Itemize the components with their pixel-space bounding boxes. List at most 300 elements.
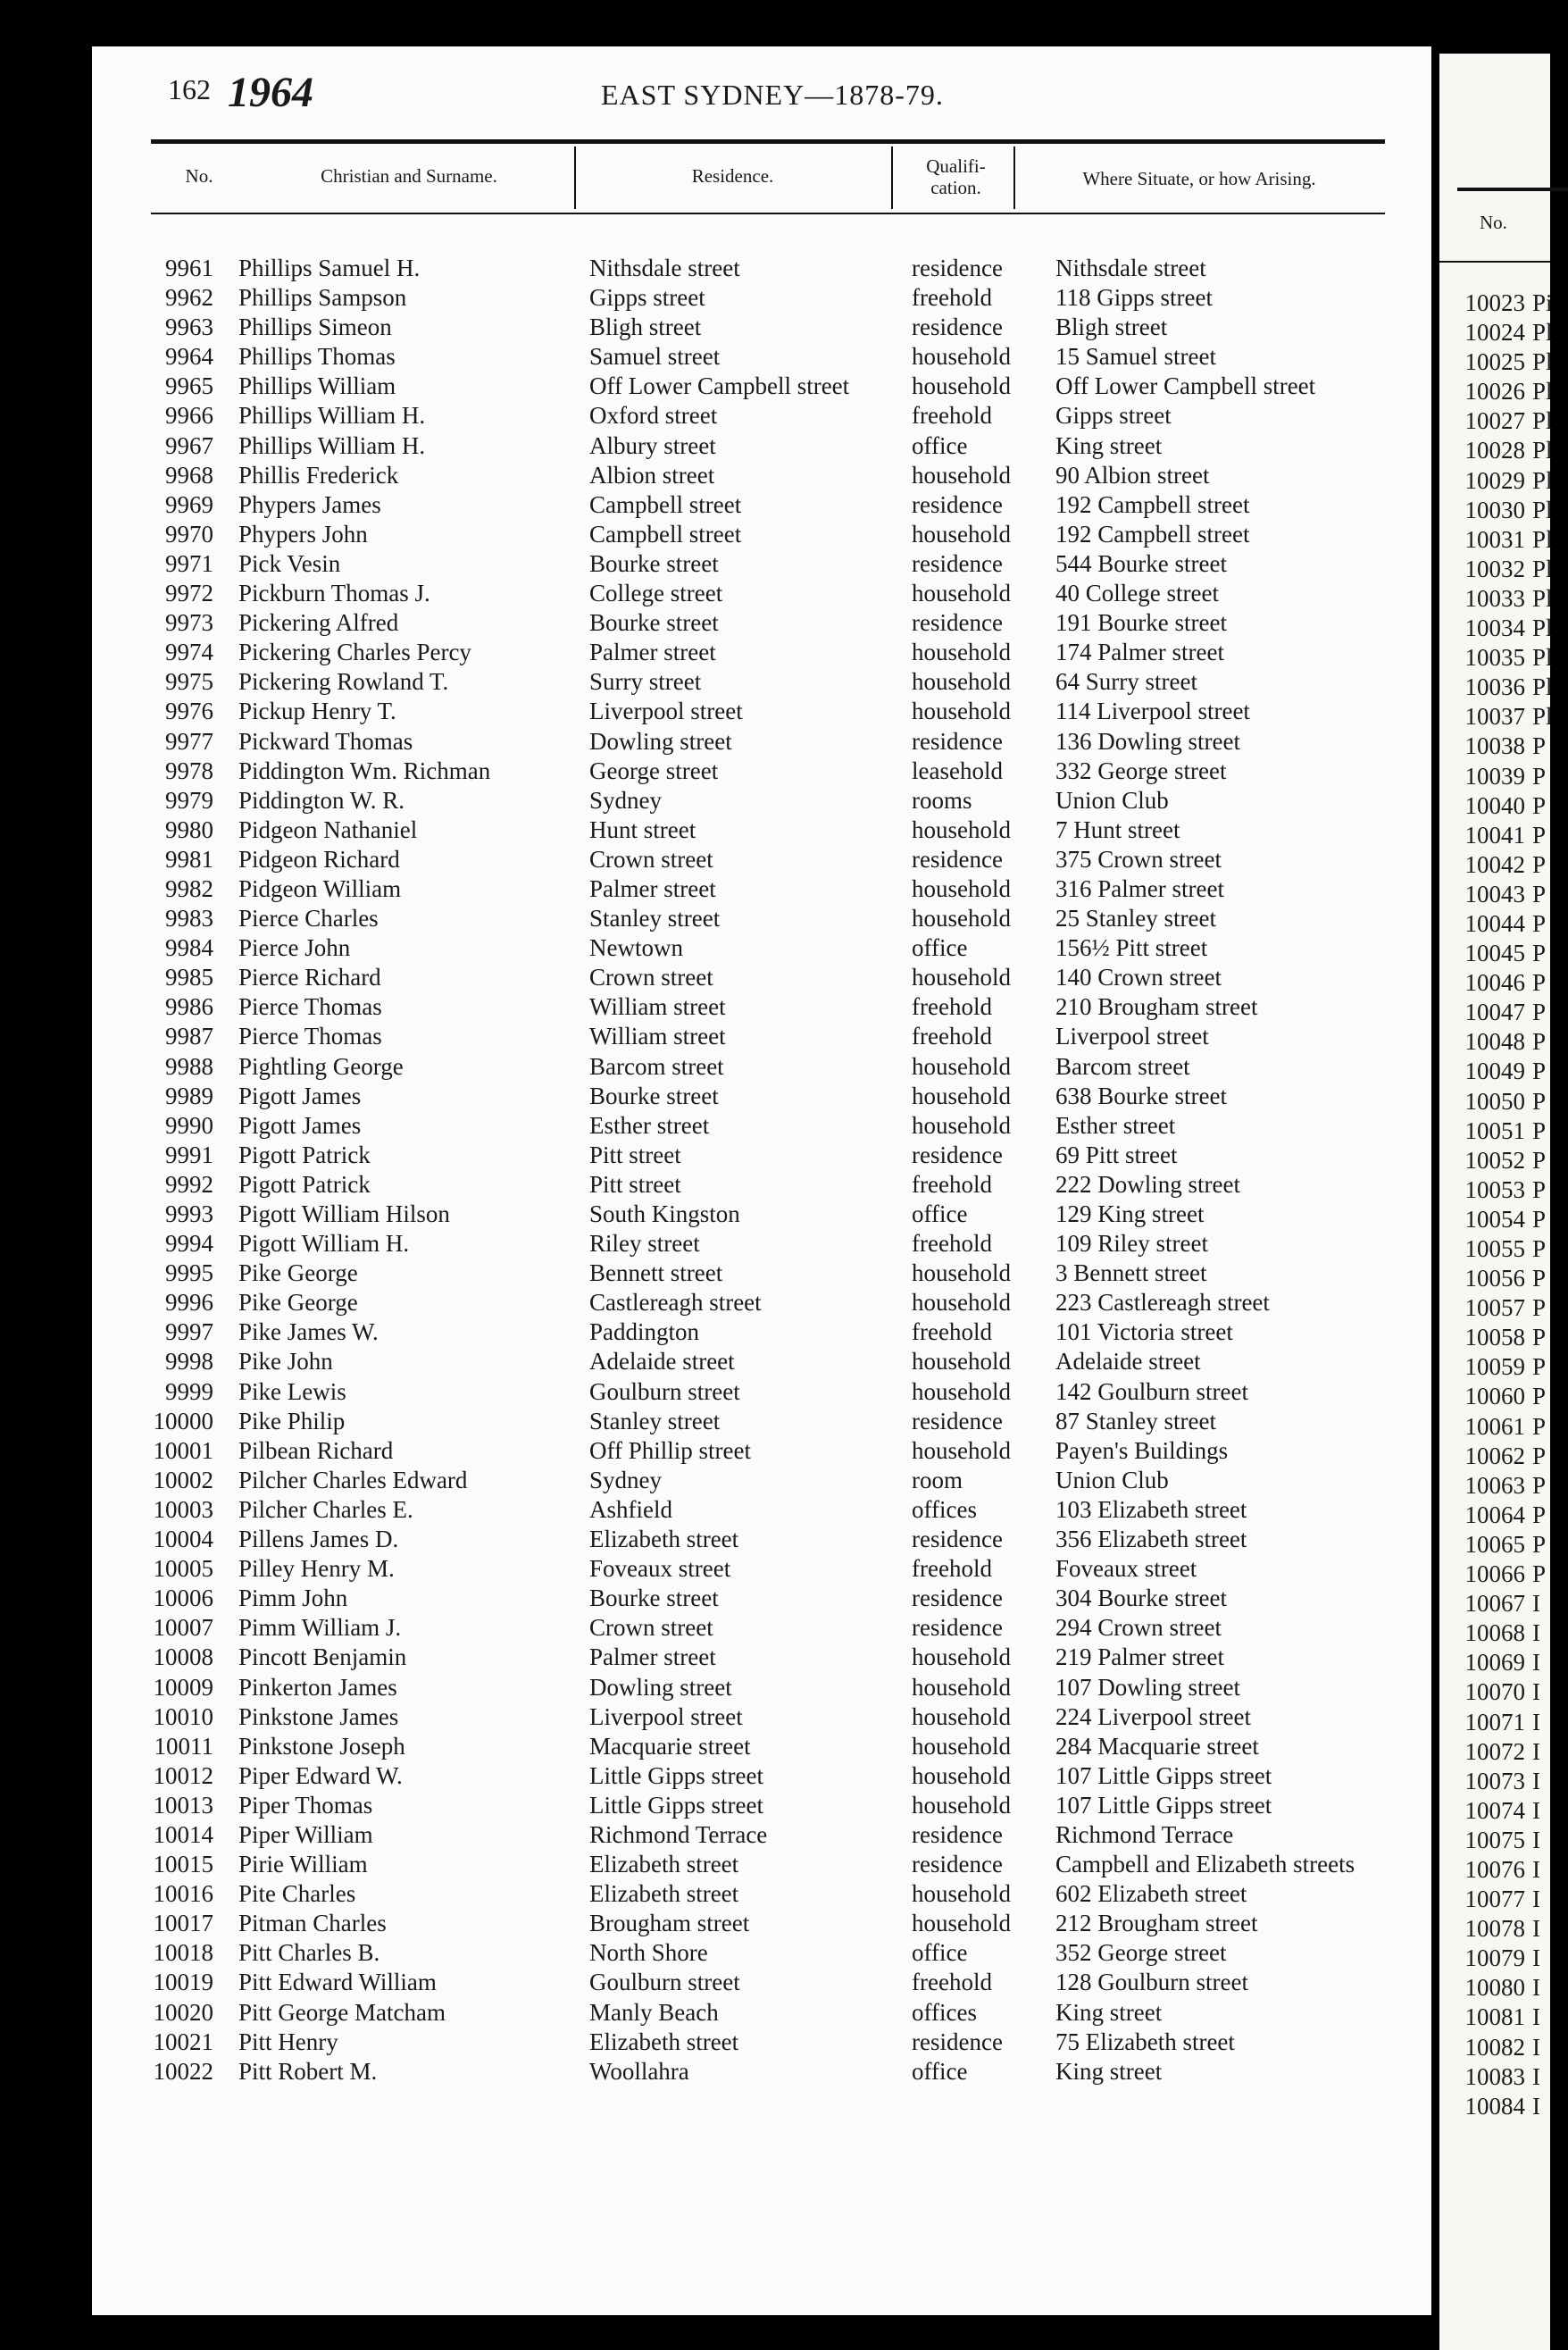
adjacent-entry-name-fragment: I	[1532, 2092, 1540, 2120]
entry-residence: Sydney	[589, 1466, 662, 1493]
entry-qualification: freehold	[912, 1555, 992, 1583]
adjacent-entry-name-fragment: P	[1532, 1324, 1547, 1351]
entry-number: 9965	[165, 372, 213, 400]
adjacent-entry-number: 10063	[1464, 1471, 1525, 1499]
entry-number: 9969	[165, 490, 213, 518]
adjacent-entry-number: 10035	[1464, 644, 1525, 672]
adjacent-table-row	[1439, 614, 1553, 643]
adjacent-table-row	[1439, 821, 1553, 850]
table-row	[92, 1938, 1431, 1968]
adjacent-table-row	[1439, 1708, 1553, 1737]
adjacent-table-row	[1439, 1352, 1553, 1382]
entry-residence: Campbell street	[589, 490, 742, 518]
entry-name: Phillips William H.	[238, 431, 426, 459]
adjacent-table-row	[1439, 673, 1553, 702]
adjacent-entry-name-fragment: I	[1532, 1619, 1540, 1647]
entry-qualification: residence	[912, 1820, 1003, 1848]
running-title: EAST SYDNEY—1878-79.	[601, 79, 944, 111]
entry-number: 10018	[153, 1939, 213, 1967]
entry-name: Pinkstone Joseph	[238, 1732, 405, 1760]
entry-qualification: offices	[912, 1998, 977, 2026]
entry-name: Pick Vesin	[238, 549, 341, 577]
table-row	[92, 431, 1431, 461]
table-row	[92, 933, 1431, 963]
table-row	[92, 845, 1431, 874]
header-rule-bottom	[151, 213, 1385, 214]
entry-number: 9973	[165, 609, 213, 637]
adjacent-table-row	[1439, 377, 1553, 406]
entry-where: Gipps street	[1055, 402, 1172, 430]
adjacent-table-row	[1439, 555, 1553, 584]
entry-residence: Barcom street	[589, 1052, 724, 1080]
entry-where: 156½ Pitt street	[1055, 934, 1208, 962]
adjacent-entry-name-fragment: Pl	[1532, 348, 1553, 376]
adjacent-table-row	[1439, 1767, 1553, 1796]
adjacent-entry-name-fragment: P	[1532, 1175, 1547, 1203]
entry-qualification: residence	[912, 609, 1003, 637]
entry-number: 10013	[153, 1791, 213, 1819]
adjacent-table-row	[1439, 1560, 1553, 1589]
entry-residence: South Kingston	[589, 1200, 740, 1227]
entry-name: Phypers John	[238, 520, 368, 548]
adjacent-entry-name-fragment: Pl	[1532, 703, 1553, 731]
adjacent-entry-name-fragment: Pl	[1532, 555, 1553, 582]
adjacent-table-row	[1439, 1501, 1553, 1530]
entry-residence: Crown street	[589, 845, 713, 873]
column-header-name: Christian and Surname.	[321, 165, 497, 187]
entry-number: 9996	[165, 1289, 213, 1317]
adjacent-entry-name-fragment: P	[1532, 732, 1547, 760]
entry-residence: Liverpool street	[589, 1702, 743, 1730]
adjacent-table-row	[1439, 1027, 1553, 1057]
table-row	[92, 549, 1431, 579]
adjacent-entry-name-fragment: I	[1532, 1886, 1540, 1913]
adjacent-entry-name-fragment: P	[1532, 1383, 1547, 1410]
entry-where: 212 Brougham street	[1055, 1910, 1258, 1937]
entry-name: Pincott Benjamin	[238, 1643, 407, 1671]
entry-qualification: office	[912, 431, 968, 459]
adjacent-table-row	[1439, 347, 1553, 377]
adjacent-table-row	[1439, 850, 1553, 880]
adjacent-entry-number: 10073	[1464, 1767, 1525, 1794]
adjacent-entry-number: 10067	[1464, 1590, 1525, 1618]
entry-name: Pickward Thomas	[238, 727, 413, 755]
table-row	[92, 1436, 1431, 1466]
entry-name: Pickering Alfred	[238, 609, 399, 637]
entry-residence: Elizabeth street	[589, 1851, 739, 1878]
table-row	[92, 1968, 1431, 1997]
page-number: 162	[168, 73, 211, 105]
entry-qualification: household	[912, 1052, 1011, 1080]
table-row	[92, 667, 1431, 697]
table-row	[92, 1613, 1431, 1643]
adjacent-entry-number: 10084	[1464, 2092, 1525, 2120]
adjacent-entry-number: 10030	[1464, 496, 1525, 523]
table-row	[92, 786, 1431, 815]
entry-number: 9990	[165, 1111, 213, 1139]
table-row	[92, 2057, 1431, 2087]
entry-number: 9999	[165, 1377, 213, 1405]
entry-qualification: residence	[912, 1614, 1003, 1642]
adjacent-entry-number: 10032	[1464, 555, 1525, 582]
entry-where: 223 Castlereagh street	[1055, 1289, 1270, 1317]
page-header	[92, 46, 1431, 118]
adjacent-table-row	[1439, 762, 1553, 791]
adjacent-entry-number: 10078	[1464, 1915, 1525, 1943]
adjacent-entry-name-fragment: P	[1532, 909, 1547, 937]
table-row	[92, 1407, 1431, 1436]
table-row	[92, 992, 1431, 1022]
table-row	[92, 1170, 1431, 1200]
entry-qualification: household	[912, 964, 1011, 991]
table-row	[92, 579, 1431, 608]
adjacent-entry-number: 10029	[1464, 466, 1525, 494]
entry-number: 9976	[165, 698, 213, 725]
adjacent-entry-name-fragment: I	[1532, 1649, 1540, 1677]
entry-name: Pitt Henry	[238, 2028, 338, 2055]
adjacent-table-row	[1439, 2092, 1553, 2121]
entry-qualification: rooms	[912, 786, 972, 814]
entry-qualification: household	[912, 1761, 1011, 1789]
entry-number: 10014	[153, 1820, 213, 1848]
table-row	[92, 697, 1431, 726]
entry-number: 10002	[153, 1466, 213, 1493]
adjacent-entry-name-fragment: P	[1532, 1501, 1547, 1528]
adjacent-entry-number: 10046	[1464, 969, 1525, 997]
adjacent-entry-number: 10065	[1464, 1530, 1525, 1558]
entry-qualification: household	[912, 1702, 1011, 1730]
entry-residence: Samuel street	[589, 343, 721, 371]
entry-qualification: residence	[912, 1141, 1003, 1168]
adjacent-entry-number: 10026	[1464, 378, 1525, 406]
entry-name: Pike Philip	[238, 1407, 346, 1434]
entry-residence: Liverpool street	[589, 698, 743, 725]
entry-residence: Albion street	[589, 461, 715, 489]
adjacent-entry-name-fragment: P	[1532, 1265, 1547, 1292]
adjacent-table-row	[1439, 318, 1553, 347]
entry-qualification: freehold	[912, 1230, 992, 1258]
entry-where: 332 George street	[1055, 757, 1227, 784]
entry-name: Piddington Wm. Richman	[238, 757, 491, 784]
adjacent-entry-name-fragment: P	[1532, 850, 1547, 878]
entry-number: 9981	[165, 845, 213, 873]
entry-number: 9986	[165, 993, 213, 1021]
entry-qualification: household	[912, 639, 1011, 666]
entry-name: Pike Lewis	[238, 1377, 346, 1405]
entry-qualification: household	[912, 1910, 1011, 1937]
entry-qualification: household	[912, 1348, 1011, 1376]
adjacent-entry-name-fragment: P	[1532, 1530, 1547, 1558]
table-row	[92, 1673, 1431, 1702]
entry-residence: Macquarie street	[589, 1732, 751, 1760]
entry-name: Piper William	[238, 1820, 373, 1848]
table-row	[92, 638, 1431, 667]
adjacent-header-rule-bottom	[1439, 261, 1550, 263]
adjacent-table-row	[1439, 1205, 1553, 1234]
adjacent-entry-number: 10075	[1464, 1826, 1525, 1853]
adjacent-table-row	[1439, 968, 1553, 998]
entry-name: Phillis Frederick	[238, 461, 399, 489]
entry-name: Pigott Patrick	[238, 1170, 371, 1198]
entry-name: Pirie William	[238, 1851, 368, 1878]
adjacent-entry-number: 10047	[1464, 999, 1525, 1026]
entry-name: Pightling George	[238, 1052, 404, 1080]
adjacent-entry-number: 10034	[1464, 615, 1525, 642]
adjacent-entry-name-fragment: P	[1532, 940, 1547, 967]
entry-number: 9993	[165, 1200, 213, 1227]
entry-number: 9980	[165, 815, 213, 843]
entry-name: Pigott Patrick	[238, 1141, 371, 1168]
adjacent-entry-number: 10056	[1464, 1265, 1525, 1292]
adjacent-entry-number: 10037	[1464, 703, 1525, 731]
table-row	[92, 1850, 1431, 1879]
adjacent-entry-number: 10051	[1464, 1116, 1525, 1144]
entry-where: 129 King street	[1055, 1200, 1205, 1227]
adjacent-table-row	[1439, 1471, 1553, 1501]
entry-where: King street	[1055, 1998, 1163, 2026]
entry-residence: Pitt street	[589, 1141, 681, 1168]
adjacent-entry-number: 10064	[1464, 1501, 1525, 1528]
entry-number: 9988	[165, 1052, 213, 1080]
table-row	[92, 1879, 1431, 1909]
adjacent-entry-number: 10068	[1464, 1619, 1525, 1647]
adjacent-entry-name-fragment: I	[1532, 1796, 1540, 1824]
entry-where: 142 Goulburn street	[1055, 1377, 1248, 1405]
adjacent-table-row	[1439, 702, 1553, 732]
entry-residence: Hunt street	[589, 815, 696, 843]
entry-number: 9984	[165, 934, 213, 962]
entry-where: 191 Bourke street	[1055, 609, 1227, 637]
entry-where: Union Club	[1055, 1466, 1169, 1493]
entry-name: Phypers James	[238, 490, 381, 518]
adjacent-entry-number: 10055	[1464, 1235, 1525, 1262]
entry-qualification: residence	[912, 1851, 1003, 1878]
adjacent-entry-name-fragment: I	[1532, 1915, 1540, 1943]
entry-where: 284 Macquarie street	[1055, 1732, 1259, 1760]
column-header-qualification: Qualifi-cation.	[926, 155, 986, 198]
entry-residence: Palmer street	[589, 874, 716, 902]
adjacent-entry-name-fragment: Pl	[1532, 584, 1553, 612]
entry-residence: Riley street	[589, 1230, 700, 1258]
entry-residence: Bourke street	[589, 1082, 719, 1109]
entry-where: 192 Campbell street	[1055, 490, 1250, 518]
entry-residence: Adelaide street	[589, 1348, 735, 1376]
entry-name: Phillips William H.	[238, 402, 426, 430]
adjacent-table-row	[1439, 1944, 1553, 1973]
adjacent-entry-name-fragment: I	[1532, 1678, 1540, 1706]
entry-number: 9982	[165, 874, 213, 902]
entry-name: Pillens James D.	[238, 1526, 399, 1553]
table-row	[92, 1259, 1431, 1288]
adjacent-entry-number: 10083	[1464, 2062, 1525, 2090]
entry-residence: Elizabeth street	[589, 1526, 739, 1553]
table-row	[92, 1288, 1431, 1317]
adjacent-entry-name-fragment: P	[1532, 1471, 1547, 1499]
entry-number: 10016	[153, 1880, 213, 1908]
header-rule-top	[151, 139, 1385, 144]
entry-where: 107 Dowling street	[1055, 1673, 1240, 1701]
entry-qualification: household	[912, 698, 1011, 725]
adjacent-entry-name-fragment: I	[1532, 2003, 1540, 2031]
entry-number: 9962	[165, 284, 213, 312]
entry-name: Pike George	[238, 1259, 358, 1287]
entry-residence: Castlereagh street	[589, 1289, 762, 1317]
entry-where: 224 Liverpool street	[1055, 1702, 1251, 1730]
entry-number: 9985	[165, 964, 213, 991]
table-row	[92, 1761, 1431, 1791]
entry-name: Pite Charles	[238, 1880, 356, 1908]
entry-number: 9974	[165, 639, 213, 666]
adjacent-entry-name-fragment: I	[1532, 2033, 1540, 2061]
adjacent-entry-name-fragment: Pl	[1532, 673, 1553, 701]
entry-qualification: household	[912, 1791, 1011, 1819]
adjacent-entry-name-fragment: Pi	[1532, 289, 1553, 316]
entry-number: 10022	[153, 2057, 213, 2085]
entry-number: 10012	[153, 1761, 213, 1789]
adjacent-entry-name-fragment: Pl	[1532, 437, 1553, 464]
table-row	[92, 1111, 1431, 1141]
entry-residence: George street	[589, 757, 719, 784]
entry-qualification: residence	[912, 490, 1003, 518]
adjacent-entry-number: 10081	[1464, 2003, 1525, 2031]
adjacent-entry-number: 10049	[1464, 1058, 1525, 1085]
entry-residence: Esther street	[589, 1111, 710, 1139]
entry-where: 107 Little Gipps street	[1055, 1791, 1272, 1819]
adjacent-entry-name-fragment: P	[1532, 1146, 1547, 1174]
entry-where: 25 Stanley street	[1055, 905, 1216, 932]
entry-name: Piddington W. R.	[238, 786, 405, 814]
entry-qualification: office	[912, 934, 968, 962]
adjacent-table-row	[1439, 1175, 1553, 1205]
entry-residence: Ashfield	[589, 1495, 672, 1523]
adjacent-table-row	[1439, 406, 1553, 436]
entry-where: 356 Elizabeth street	[1055, 1526, 1247, 1553]
adjacent-entry-number: 10023	[1464, 289, 1525, 316]
entry-name: Pierce Charles	[238, 905, 379, 932]
entry-name: Pidgeon Nathaniel	[238, 815, 418, 843]
adjacent-entry-name-fragment: I	[1532, 1855, 1540, 1883]
adjacent-table-row	[1439, 1293, 1553, 1323]
adjacent-table-row	[1439, 880, 1553, 909]
adjacent-table-row	[1439, 496, 1553, 525]
entry-where: 118 Gipps street	[1055, 284, 1213, 312]
adjacent-table-row	[1439, 1885, 1553, 1914]
adjacent-entry-name-fragment: P	[1532, 1353, 1547, 1381]
entry-name: Pilcher Charles Edward	[238, 1466, 468, 1493]
entry-number: 10008	[153, 1643, 213, 1671]
adjacent-entry-name-fragment: Pl	[1532, 644, 1553, 672]
adjacent-table-row	[1439, 1914, 1553, 1944]
entry-qualification: household	[912, 1289, 1011, 1317]
entry-number: 9966	[165, 402, 213, 430]
entry-where: 3 Bennett street	[1055, 1259, 1207, 1287]
entry-name: Phillips Thomas	[238, 343, 396, 371]
adjacent-table-row	[1439, 1677, 1553, 1707]
adjacent-entry-number: 10057	[1464, 1294, 1525, 1322]
entry-number: 9972	[165, 580, 213, 607]
entry-where: 103 Elizabeth street	[1055, 1495, 1247, 1523]
entry-qualification: household	[912, 520, 1011, 548]
adjacent-table-row	[1439, 1234, 1553, 1264]
entry-qualification: household	[912, 1082, 1011, 1109]
table-row	[92, 1347, 1431, 1376]
entry-where: Foveaux street	[1055, 1555, 1197, 1583]
entry-qualification: freehold	[912, 1969, 992, 1996]
adjacent-entry-number: 10036	[1464, 673, 1525, 701]
entry-residence: Elizabeth street	[589, 2028, 739, 2055]
entry-where: Adelaide street	[1055, 1348, 1201, 1376]
entry-qualification: office	[912, 1200, 968, 1227]
entry-name: Pigott James	[238, 1111, 362, 1139]
entry-residence: Little Gipps street	[589, 1791, 763, 1819]
entry-name: Pierce Thomas	[238, 993, 382, 1021]
entry-number: 9987	[165, 1023, 213, 1050]
adjacent-entry-number: 10077	[1464, 1886, 1525, 1913]
entry-where: 219 Palmer street	[1055, 1643, 1224, 1671]
adjacent-table-row	[1439, 1530, 1553, 1560]
table-row	[92, 1732, 1431, 1761]
entry-where: 544 Bourke street	[1055, 549, 1227, 577]
entry-where: 69 Pitt street	[1055, 1141, 1178, 1168]
adjacent-table-row	[1439, 909, 1553, 939]
entry-name: Pilley Henry M.	[238, 1555, 395, 1583]
entry-residence: Bligh street	[589, 314, 702, 341]
table-row	[92, 1082, 1431, 1111]
entry-where: 114 Liverpool street	[1055, 698, 1250, 725]
entry-residence: Dowling street	[589, 727, 732, 755]
adjacent-table-row	[1439, 1589, 1553, 1618]
entry-residence: Elizabeth street	[589, 1880, 739, 1908]
adjacent-entry-name-fragment: P	[1532, 880, 1547, 907]
entry-qualification: leasehold	[912, 757, 1003, 784]
entry-qualification: offices	[912, 1495, 977, 1523]
adjacent-table-row	[1439, 2003, 1553, 2032]
entry-where: 101 Victoria street	[1055, 1318, 1233, 1346]
adjacent-entry-number: 10028	[1464, 437, 1525, 464]
table-row	[92, 1022, 1431, 1051]
adjacent-entry-number: 10079	[1464, 1944, 1525, 1972]
adjacent-table-row	[1439, 1973, 1553, 2003]
stamp-number: 1964	[228, 69, 313, 116]
adjacent-table-row	[1439, 2033, 1553, 2062]
adjacent-entry-name-fragment: P	[1532, 969, 1547, 997]
entry-number: 10004	[153, 1526, 213, 1553]
adjacent-entry-number: 10040	[1464, 791, 1525, 819]
adjacent-entry-number: 10041	[1464, 821, 1525, 849]
entry-number: 10015	[153, 1851, 213, 1878]
column-header-residence: Residence.	[691, 165, 774, 187]
entry-where: 15 Samuel street	[1055, 343, 1216, 371]
entry-name: Pierce Richard	[238, 964, 381, 991]
adjacent-table-row	[1439, 1323, 1553, 1352]
entry-qualification: household	[912, 905, 1011, 932]
adjacent-entry-name-fragment: P	[1532, 1116, 1547, 1144]
entry-residence: Palmer street	[589, 639, 716, 666]
adjacent-entry-name-fragment: P	[1532, 1442, 1547, 1469]
entry-number: 9968	[165, 461, 213, 489]
adjacent-entry-number: 10054	[1464, 1205, 1525, 1233]
entry-number: 9995	[165, 1259, 213, 1287]
entry-where: 192 Campbell street	[1055, 520, 1250, 548]
entry-residence: Crown street	[589, 964, 713, 991]
table-row	[92, 815, 1431, 845]
table-row	[92, 520, 1431, 549]
adjacent-table-row	[1439, 2062, 1553, 2092]
entry-qualification: freehold	[912, 1318, 992, 1346]
entry-residence: Manly Beach	[589, 1998, 719, 2026]
column-header-no: No.	[185, 165, 213, 187]
entry-residence: Bennett street	[589, 1259, 723, 1287]
